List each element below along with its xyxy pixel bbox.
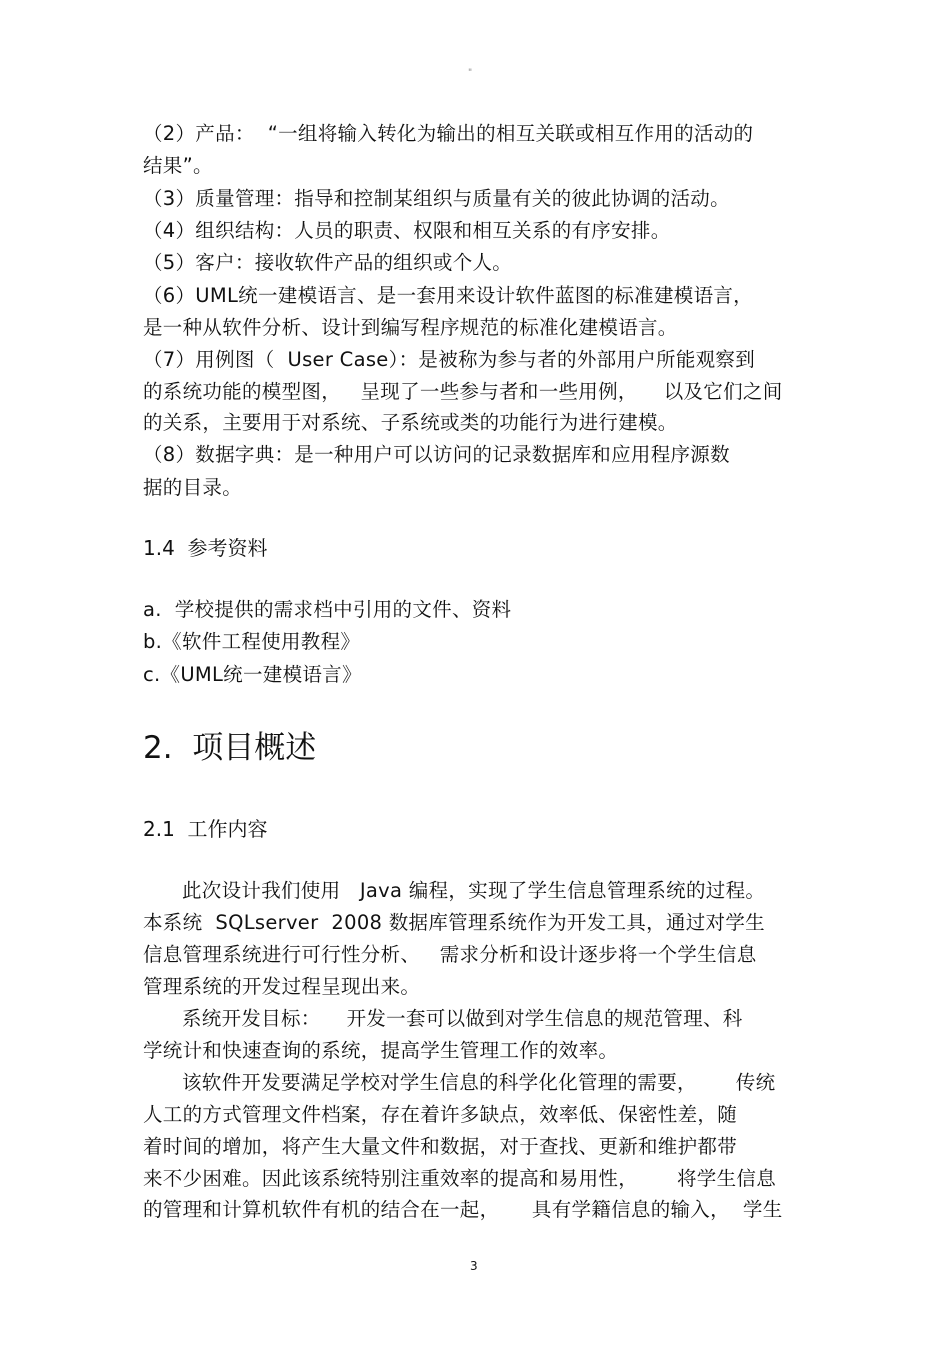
definition-line: （8）数据字典：是一种用户可以访问的记录数据库和应用程序源数 [143,443,730,466]
body-line: 来不少困难。因此该系统特别注重效率的提高和易用性， 将学生信息 [143,1167,776,1190]
definition-line: （2）产品： “一组将输入转化为输出的相互关联或相互作用的活动的 [143,122,754,145]
definition-line: （3）质量管理：指导和控制某组织与质量有关的彼此协调的活动。 [143,187,730,210]
definition-line: （6）UML统一建模语言、是一套用来设计软件蓝图的标准建模语言， [143,284,753,307]
body-line: 系统开发目标： 开发一套可以做到对学生信息的规范管理、科 [143,1007,743,1030]
definition-line: 据的目录。 [143,476,243,499]
reference-item: a. 学校提供的需求档中引用的文件、资料 [143,598,512,621]
section-heading-2-1: 2.1 工作内容 [143,817,268,841]
definition-line: 的系统功能的模型图， 呈现了一些参与者和一些用例， 以及它们之间 [143,380,783,403]
body-line: 此次设计我们使用 Java 编程，实现了学生信息管理系统的过程。 [143,879,766,902]
section-heading-2: 2. 项目概述 [143,730,317,766]
reference-item: b.《软件工程使用教程》 [143,630,361,653]
body-line: 信息管理系统进行可行性分析、 需求分析和设计逐步将一个学生信息 [143,943,757,966]
body-line: 本系统 SQLserver 2008 数据库管理系统作为开发工具，通过对学生 [143,911,765,934]
body-line: 的管理和计算机软件有机的结合在一起， 具有学籍信息的输入， 学生 [143,1198,783,1221]
reference-item: c.《UML统一建模语言》 [143,663,362,686]
definition-line: （7）用例图（ User Case）：是被称为参与者的外部用户所能观察到 [143,348,756,371]
body-line: 人工的方式管理文件档案，存在着许多缺点，效率低、保密性差，随 [143,1103,738,1126]
body-line: 着时间的增加，将产生大量文件和数据，对于查找、更新和维护都带 [143,1135,738,1158]
page-number: 3 [470,1259,478,1273]
body-line: 管理系统的开发过程呈现出来。 [143,975,421,998]
body-line: 该软件开发要满足学校对学生信息的科学化化管理的需要， 传统 [143,1071,776,1094]
definition-line: 的关系，主要用于对系统、子系统或类的功能行为进行建模。 [143,411,678,434]
definition-line: 结果”。 [143,154,213,177]
header-mark: " [468,68,473,78]
section-heading-1-4: 1.4 参考资料 [143,536,268,560]
definition-line: 是一种从软件分析、设计到编写程序规范的标准化建模语言。 [143,316,678,339]
definition-line: （4）组织结构：人员的职责、权限和相互关系的有序安排。 [143,219,671,242]
body-line: 学统计和快速查询的系统，提高学生管理工作的效率。 [143,1039,619,1062]
definition-line: （5）客户：接收软件产品的组织或个人。 [143,251,513,274]
